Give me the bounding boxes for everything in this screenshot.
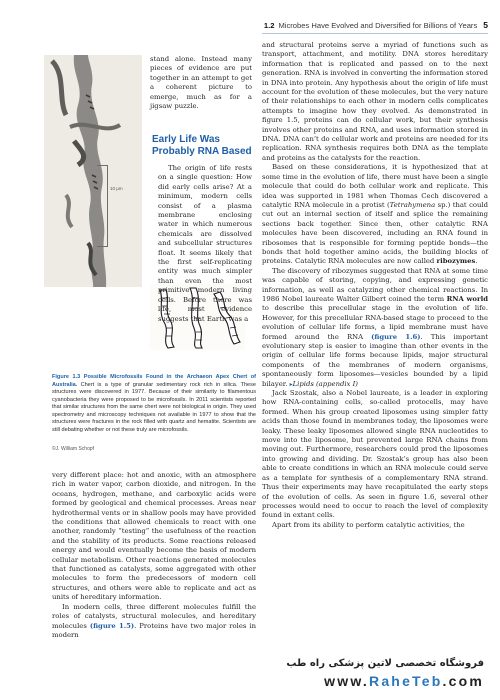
figure-caption-text: Chert is a type of granular sedimentary rock rich in silica. These structures were discovered in 1977. Because of their similarity to filamentous cyanobacteria they were proposed to be microfossils. In 2011 scientists reported that similar structures from the same chert were not biological in origin. They used spectrometry and microscopy techniques not available in 1977 to show that the structures were fractures in the rock filled with quartz and hematite. Scientists are still debating whether or not these truly are microfossils. xyxy=(52,381,256,433)
species-name: Tetrahymena xyxy=(389,200,436,209)
figure-reference-link[interactable]: (figure 1.6) xyxy=(371,332,421,341)
left-paragraph-2-text: In modern cells, three different molecules fulfill the roles of catalysts, structural molecules, and hereditary molecules xyxy=(52,602,256,630)
watermark-persian-text: فروشگاه تخصصی لاتین پزشکی راه طب xyxy=(286,658,484,669)
left-paragraph-2 xyxy=(52,603,256,641)
cross-reference-link[interactable]: Lipids (appendix I) xyxy=(292,379,358,388)
watermark-url-brand: RaheTeb xyxy=(369,673,443,689)
section-number: 1.2 xyxy=(263,21,275,30)
right-column-text xyxy=(262,41,488,530)
left-column-text xyxy=(52,471,256,640)
store-watermark xyxy=(260,655,492,695)
right-paragraph-1 xyxy=(262,41,488,163)
figure-credit: ©J. William Schopf xyxy=(52,446,95,452)
origin-of-life-text: The origin of life rests on a single question: How did early cells arise? At a minimum, modern cells consist of a plasma membrane enclosing water in which numerous chemicals are dissolved and subcellular structures float. It seems likely that the first self-replicating entity was much simpler than even the most primitive modern living cells. Before there was life, most evidence suggests that Earth was a xyxy=(158,164,252,323)
figure-title: Possible Microfossils Found in the Archaeon Apex Chert of Australia. xyxy=(52,374,257,388)
section-title: Microbes Have Evolved and Diversified for Billions of Years xyxy=(278,21,478,30)
left-paragraph-2-end: . Proteins have two major roles in modern xyxy=(52,621,256,639)
watermark-url[interactable] xyxy=(324,673,484,689)
chert-photo xyxy=(44,55,142,287)
right-paragraph-4: Jack Szostak, also a Nobel laureate, is a leader in exploring how RNA-containing cells, so-called protocells, may have formed. When his group created liposomes using simpler fatty acids than those found in membranes today, the liposomes were leaky. These leaky liposomes allowed single RNA nucleotides to move into the liposome, but prevented large RNA chains from moving out. Furthermore, researchers could prod the liposomes into growing and dividing. Dr. Szostak’s group has also been able to create conditions in which an RNA molecule could serve as a template for synthesis of a complementary RNA strand. Thus their experiments may have recapitulated the early steps of the evolution of cells. As seen in figure 1.6, several other processes would need to occur to reach the level of complexity found in extant cells. xyxy=(262,389,488,520)
scale-bar-label: 10 μm xyxy=(110,186,123,191)
header-rule xyxy=(262,33,488,34)
key-term-rna-world: RNA world xyxy=(446,294,488,303)
right-paragraph-1-end: , proteins can do cellular work, but their synthesis involves other proteins and RNA, and uses information stored in DNA. DNA can’t do cellular work and proteins are needed for its replication. RNA synthesis requires both DNA as the template and proteins as the catalysts for the reaction. xyxy=(262,116,488,162)
section-heading: Early Life Was Probably RNA Based xyxy=(152,134,252,157)
right-paragraph-2 xyxy=(262,163,488,266)
right-paragraph-3-text: The discovery of ribozymes suggested that RNA at some time was capable of storing, copying, and expressing genetic information, as well as catalyzing other chemical reactions. In 1986 Nobel laureate Walter Gilbert coined the term xyxy=(262,266,488,303)
figure-reference-link[interactable]: (figure 1.5) xyxy=(89,621,135,630)
right-paragraph-2-mid: sp.) that could cut out an internal section of itself and splice the remaining sections back together. Since then, other catalytic RNA molecules have been discovered, including an RNA found in ribosomes that is responsible for forming peptide bonds—the bonds that hold together amino acids, the building blocks of proteins. Catalytic RNA molecules are now called xyxy=(262,200,489,266)
right-paragraph-1-text: and structural proteins serve a myriad of functions such as transport, attachment, and motility. DNA stores hereditary information that is replicated and passed on to the next generation. RNA is involved in converting the information stored in DNA into protein. Any hypothesis about the origin of life must account for the evolution of these molecules, but the very nature of their relationships to each other in modern cells complicates attempts to imagine how they evolved. As demonstrated in xyxy=(262,41,488,115)
left-paragraph-1: very different place: hot and anoxic, with an atmosphere rich in water vapor, carbon dioxide, and nitrogen. In the oceans, hydrogen, methane, and carboxylic acids were formed by geological and chemical processes. Areas near hydrothermal vents or in shallow pools may have provided the conditions that allowed chemicals to react with one another, randomly “testing” the usefulness of the reaction and the stability of its products. Some reactions released energy and would eventually become the basis of modern cellular metabolism. Other reactions generated molecules that functioned as catalysts, some aggregated with other molecules to form the predecessors of modern cell structures, and others were able to replicate and act as units of hereditary information. xyxy=(52,471,256,602)
intro-paragraph xyxy=(150,55,252,111)
scale-bar xyxy=(97,165,108,247)
intro-text: stand alone. Instead many pieces of evidence are put together in an attempt to get a coherent picture to emerge, much as for a jigsaw puzzle. xyxy=(150,55,252,111)
right-paragraph-3-cont: . This important evolutionary step is easier to imagine than other events in the origin of cellular life forms because lipids, major structural components of the membranes of modern organisms, spontaneously form liposomes—vesicles bounded by a lipid bilayer. xyxy=(262,332,488,388)
figure-reference: figure 1.5 xyxy=(262,116,298,125)
figure-label: Figure 1.3 xyxy=(52,374,81,380)
right-paragraph-2-end: . xyxy=(475,257,478,266)
page-header xyxy=(262,20,488,30)
watermark-url-suffix: .com xyxy=(442,673,484,689)
right-paragraph-2-text: Based on these considerations, it is hypothesized that at some time in the evolution of life, there must have been a single molecule that could do both cellular work and replicate. This idea was supported in 1981 when Thomas Cech discovered a catalytic RNA molecule in a protist ( xyxy=(262,163,488,209)
right-paragraph-3 xyxy=(262,267,488,389)
figure-caption xyxy=(52,374,256,434)
origin-of-life-paragraph xyxy=(158,164,252,324)
cross-reference-icon: ▸ xyxy=(289,380,293,388)
page-number: 5 xyxy=(483,20,488,30)
right-paragraph-5: Apart from its ability to perform catalytic activities, the xyxy=(272,520,465,529)
watermark-url-prefix: www. xyxy=(324,673,370,689)
right-paragraph-3-mid: to describe this precellular stage in the evolution of life. However, for this precellular RNA-based stage to proceed to the evolution of cellular life forms, a lipid membrane must have formed around the RNA xyxy=(262,304,488,341)
key-term-ribozymes: ribozymes xyxy=(436,257,476,266)
